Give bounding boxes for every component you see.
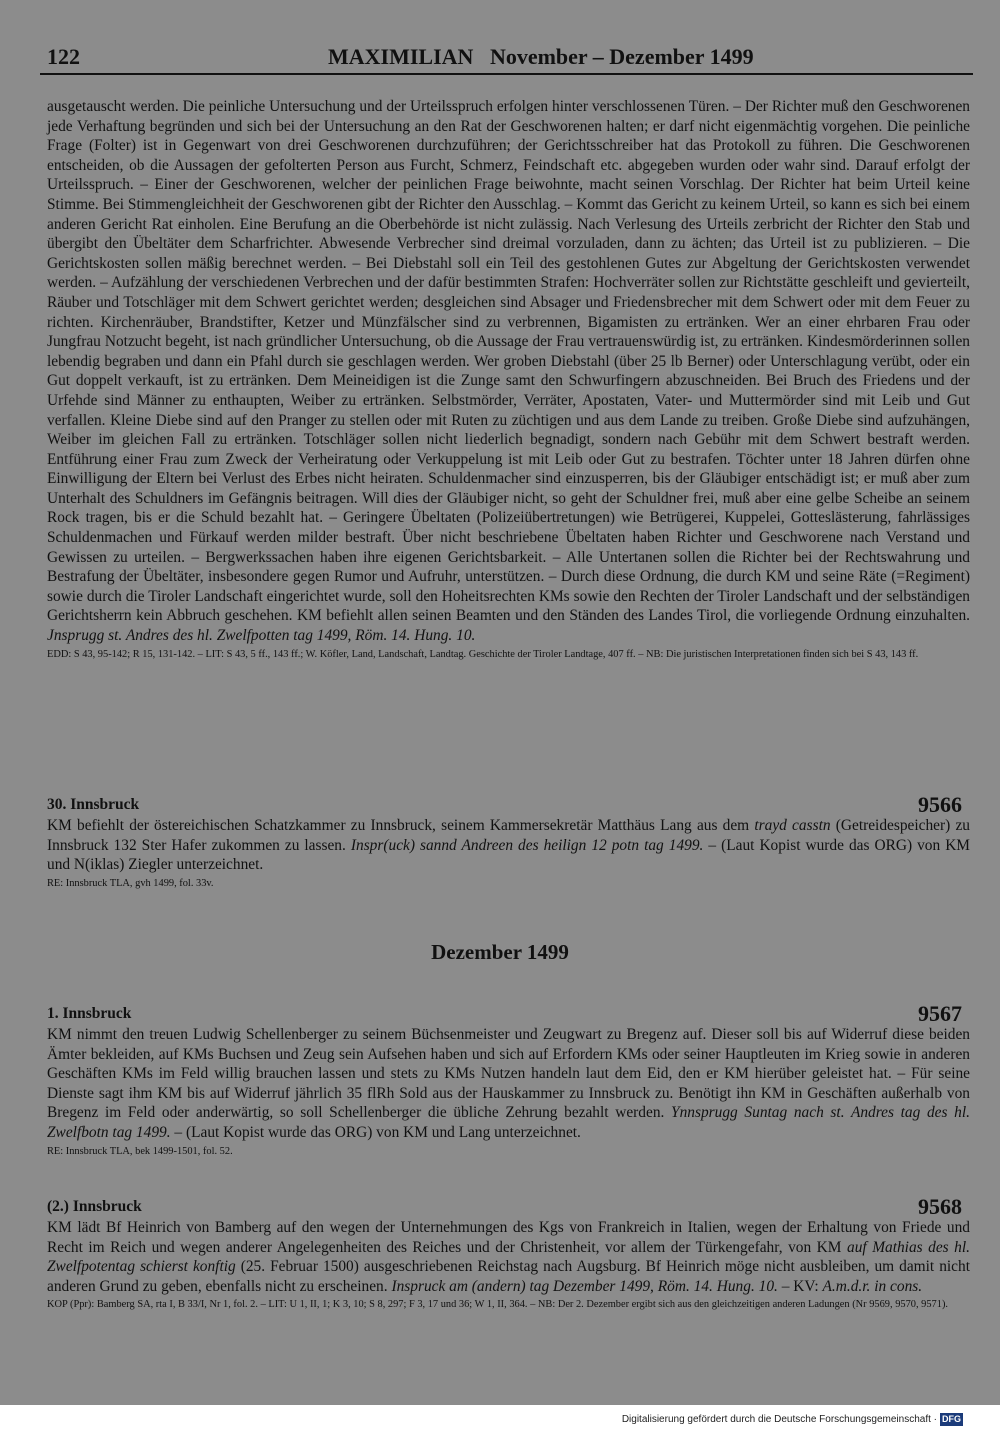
entry-text-part: – (Laut Kopist wurde das ORG) von KM und N(iklas) Ziegler unterzeichnet. xyxy=(47,836,970,874)
footer-credit: Digitalisierung gefördert durch die Deutsche Forschungsgemeinschaft · xyxy=(621,1414,937,1425)
entry-date: Inspruck am (andern) tag Dezember 1499, Röm. 14. Hung. 10. xyxy=(391,1277,778,1295)
entry-place: 30. Innsbruck xyxy=(47,796,140,813)
entry-text-italic: trayd casstn xyxy=(754,817,831,834)
continuation-date: Jnsprugg st. Andres des hl. Zwelfpotten tag 1499, Röm. 14. Hung. 10. xyxy=(47,627,476,645)
entry-head xyxy=(47,794,970,816)
entry-head xyxy=(47,1196,970,1218)
entry-text-part: – KV: xyxy=(781,1277,819,1295)
entry-text-part: KM befiehlt der östereichischen Schatzkammer zu Innsbruck, seinem Kammersekretär Matthäus Lang aus dem xyxy=(47,817,750,834)
continuation-block xyxy=(47,97,970,662)
entry-note: RE: Innsbruck TLA, gvh 1499, fol. 33v. xyxy=(47,877,214,889)
entry-9567 xyxy=(47,1003,970,1159)
entry-text xyxy=(47,1218,970,1296)
continuation-text xyxy=(47,97,970,646)
continuation-note: EDD: S 43, 95-142; R 15, 131-142. – LIT: S 43, 5 ff., 143 ff.; W. Köfler, Land, Landschaft, Landtag. Geschichte der Tiroler Landtage, 407 ff. – NB: Die juristischen Interpretationen finden sich bei S 43, 143 ff. xyxy=(47,648,919,660)
entry-number: 9566 xyxy=(918,792,962,817)
entry-text-part: (Getreidespeicher) zu Innsbruck 132 Ster Hafer zukommen zu lassen. xyxy=(47,817,970,854)
entry-head xyxy=(47,1003,970,1025)
running-title: MAXIMILIAN November – Dezember 1499 xyxy=(328,44,754,69)
page-number: 122 xyxy=(47,44,80,69)
continuation-body: ausgetauscht werden. Die peinliche Untersuchung und der Urteilsspruch erfolgen hinter verschlossenen Türen. – Der Richter muß den Geschworenen jede Verhaftung begründen und sich bei der Untersuchung an den Rat der Geschworenen halten; er darf nicht eigenmächtig vorgehen. Die peinliche Frage (Folter) ist in Gegenwart von drei Geschworenen durchzuführen; der Gerichtsschreiber hat das Protokoll zu führen. Die Geschworenen entscheiden, ob die Aussagen der gefolterten Person aus Furcht, Schmerz, Feindschaft etc. abgegeben wurden oder wahr sind. Darauf erfolgt der Urteilsspruch. – Einer der Geschworenen, welcher der peinlichen Frage beiwohnte, macht seinen Vorschlag. Der Richter hat beim Urteil keine Stimme. Bei Stimmengleichheit der Geschworenen gibt der Richter den Ausschlag. – Kommt das Gericht zu keinem Urteil, so kann es sich bei einem anderen Gericht Rat einholen. Eine Berufung an die Oberbehörde ist nicht zulässig. Nach Verlesung des Urteils zerbricht der Richter den Stab und übergibt den Übeltäter dem Scharfrichter. Abwesende Verbrecher sind dreimal vorzuladen, dann zu ächten; das Urteil ist zu publizieren. – Die Gerichtskosten sollen mäßig berechnet werden. – Bei Diebstahl soll ein Teil des gestohlenen Gutes zur Abgeltung der Gerichtskosten verwendet werden. – Aufzählung der verschiedenen Verbrechen und der dafür bestimmten Strafen: Hochverräter sollen zur Richtstätte geschleift und gevierteilt, Räuber und Totschläger mit dem Schwert gerichtet werden; desgleichen sind Absager und Friedensbrecher mit dem Schwert oder mit dem Feuer zu richten. Kirchenräuber, Brandstifter, Ketzer und Münzfälscher sind zu verbrennen, Bigamisten zu ertränken. Wer an einer ehrbaren Frau oder Jungfrau Notzucht begeht, ist nach gründlicher Untersuchung, ob die Aussage der Frau vertrauenswürdig ist, zu ertränken. Kindesmörderinnen sollen lebendig begraben und dann ein Pfahl durch sie geschlagen werden. Wer groben Diebstahl (über 25 lb Berner) oder Unterschlagung verübt, oder ein Gut doppelt verkauft, ist zu ertränken. Dem Meineidigen ist die Zunge samt den Schwurfingern abzuschneiden. Bei Bruch des Friedens und der Urfehde sind Männer zu enthaupten, Weiber zu ertränken. Selbstmörder, Verräter, Apostaten, Vater- und Muttermörder sind mit Leib und Gut verfallen. Kleine Diebe sind auf den Pranger zu stellen oder mit Ruten zu züchtigen und aus dem Lande zu treiben. Große Diebe sind aufzuhängen, Weiber im gleichen Fall zu ertränken. Totschläger sollen nicht liederlich begnadigt, sondern nach Gebühr mit dem Schwert bestraft werden. Entführung einer Frau zum Zweck der Verheiratung oder Verkuppelung ist mit Leib oder Gut zu bestrafen. Töchter unter 18 Jahren dürfen ohne Einwilligung der Eltern bei Verlust des Erbes nicht heiraten. Schuldenmacher sind einzusperren, bis der Gläubiger entschädigt ist; er muß aber zum Unterhalt des Schuldners im Gefängnis beitragen. Will dies der Gläubiger nicht, so geht der Schuldner frei, muß aber eine gelbe Scheibe an seinem Rock tragen, bis er die Schuld bezahlt hat. – Geringere Übeltaten (Polizeiübertretungen) wie Betrügerei, Kuppelei, Gotteslästerung, fahrlässiges Schuldenmachen und Fürkauf werden milder bestraft. Über nicht beschriebene Übeltaten haben Richter und Geschworene nach Verstand und Gewissen zu urteilen. – Bergwerkssachen haben ihre eigenen Gerichtsbarkeit. – Alle Untertanen sollen die Richter bei der Rechtswahrung und Bestrafung der Übeltäter, insbesondere gegen Rumor und Aufruhr, unterstützen. – Durch diese Ordnung, die durch KM und seine Räte (=Regiment) sowie durch die Tiroler Landschaft eingerichtet wurde, soll den Hoheitsrechten KMs sowie den Rechten der Tiroler Landschaft und der selbständigen Gerichtsherrn kein Abbruch geschehen. KM befiehlt allen seinen Beamten und den Ständen des Landes Tirol, die vorliegende Ordnung einzuhalten. xyxy=(47,98,970,625)
entry-number: 9567 xyxy=(918,1001,962,1026)
dfg-logo: DFG xyxy=(942,1414,961,1424)
entry-place: 1. Innsbruck xyxy=(47,1005,132,1022)
entry-number: 9568 xyxy=(918,1194,962,1219)
entry-note: KOP (Ppr): Bamberg SA, rta I, B 33/I, Nr 1, fol. 2. – LIT: U 1, II, 1; K 3, 10; S 8, 297; F 3, 17 und 36; W 1, II, 364. – NB: Der 2. Dezember ergibt sich aus den gleichzeitigen anderen Ladungen (Nr 9569, 9570, 9571). xyxy=(47,1299,949,1311)
entry-place: (2.) Innsbruck xyxy=(47,1198,142,1215)
month-heading: Dezember 1499 xyxy=(431,940,569,964)
entry-text-part: KM lädt Bf Heinrich von Bamberg auf den wegen der Unternehmungen des Kgs von Frankreich in Italien, wegen der Erhaltung von Friede und Recht im Reich und wegen anderer Angelegenheiten des Reiches und der Christenheit, vor allem der Türkengefahr, von KM xyxy=(47,1219,970,1256)
page-header xyxy=(40,40,973,74)
entry-text xyxy=(47,1025,970,1143)
entry-text-part: KM nimmt den treuen Ludwig Schellenberger zu seinem Büchsenmeister und Zeugwart zu Bregenz auf. Dieser soll bis auf Widerruf diese beiden Ämter bekleiden, auf KMs Buchsen und Zeug sein Aufsehen haben und sich auf Erfordern KMs oder seiner Hauptleuten im Krieg sowie in anderen Geschäften KMs im Feld willig brauchen lassen und stets zu KMs Nutzen handeln laut dem Eid, den er KM hierüber geleistet hat. – Für seine Dienste sagt ihm KM bis auf Widerruf jährlich 35 flRh Sold aus der Hauskammer zu Innsbruck zu. Benötigt ihn KM in Geschäften außerhalb von Bregenz im Feld oder anderwärtig, so soll Schellenberger die übliche Zehrung bezahlt werden. xyxy=(47,1026,970,1122)
page-footer xyxy=(622,1413,963,1426)
header-rule xyxy=(40,73,973,75)
entry-date: Ynnsprugg Suntag nach st. Andres tag des hl. Zwelfbotn tag 1499. xyxy=(47,1104,970,1141)
entry-text-italic: A.m.d.r. in cons. xyxy=(822,1277,923,1295)
entry-text-part: (25. Februar 1500) ausgeschriebenen Reichstag nach Augsburg. Bf Heinrich möge nicht ausbleiben, um damit nicht anderen Grund zu geben, ebenfalls nicht zu erscheinen. xyxy=(47,1258,970,1295)
entry-note: RE: Innsbruck TLA, bek 1499-1501, fol. 52. xyxy=(47,1145,233,1157)
entry-text-italic: auf Mathias des hl. Zwelfpotentag schierst konftig xyxy=(47,1238,970,1276)
entry-text-part: – (Laut Kopist wurde das ORG) von KM und Lang unterzeichnet. xyxy=(174,1123,581,1141)
entry-9566 xyxy=(47,794,970,891)
entry-date: Inspr(uck) sannd Andreen des heilign 12 potn tag 1499. xyxy=(350,836,704,854)
entry-9568 xyxy=(47,1196,970,1313)
entry-text xyxy=(47,816,970,875)
